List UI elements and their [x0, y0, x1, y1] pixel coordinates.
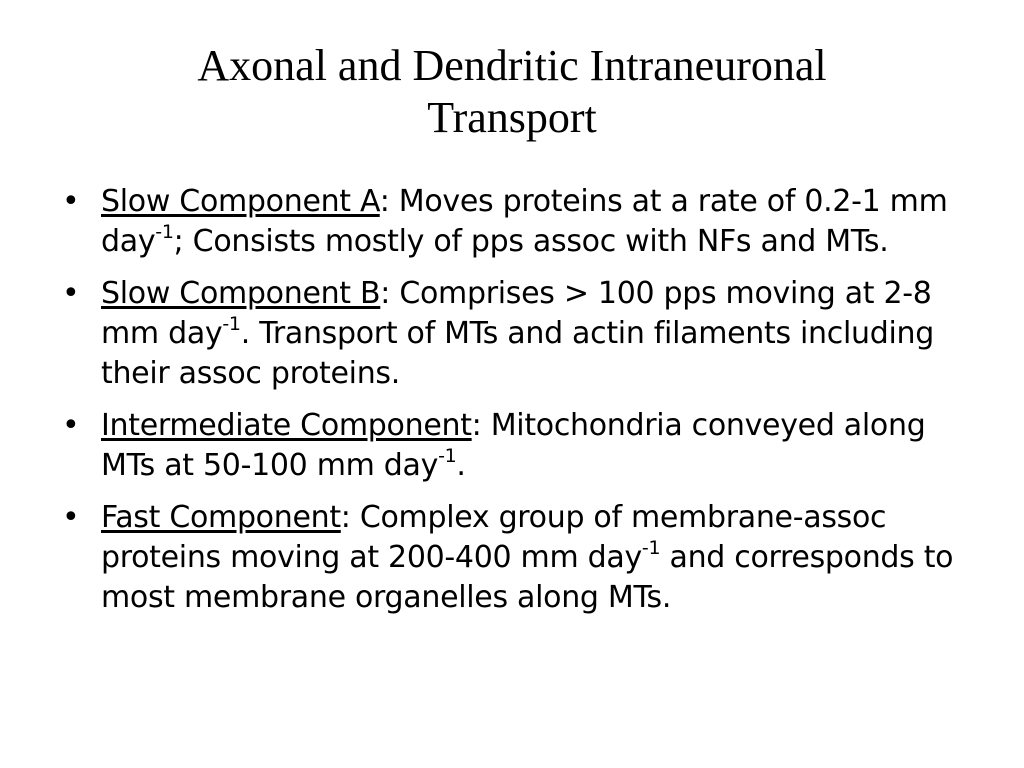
bullet-term: Fast Component	[101, 500, 341, 535]
bullet-text: : Comprises > 100 pps moving at 2-8 mm day	[101, 276, 932, 351]
bullet-text-end: and corresponds to most membrane organelles along MTs.	[101, 540, 954, 615]
bullet-item-slow-component-b	[56, 274, 971, 394]
bullet-item-fast-component	[56, 498, 971, 618]
bullet-text-end: .	[456, 448, 466, 483]
bullet-text: : Moves proteins at a rate of 0.2-1 mm day	[101, 184, 948, 259]
bullet-icon: •	[62, 184, 80, 219]
bullet-text-end: ; Consists mostly of pps assoc with NFs and MTs.	[173, 224, 889, 259]
bullet-text: : Mitochondria conveyed along MTs at 50-100 mm day	[101, 408, 926, 483]
bullet-text-end: . Transport of MTs and actin filaments including their assoc proteins.	[101, 316, 934, 391]
bullet-list	[56, 182, 971, 630]
bullet-superscript: -1	[641, 537, 661, 559]
slide-title-line-1: Axonal and Dendritic Intraneuronal	[197, 41, 827, 90]
bullet-icon: •	[62, 276, 80, 311]
bullet-item-slow-component-a	[56, 182, 971, 262]
bullet-term: Slow Component A	[101, 184, 380, 219]
bullet-superscript: -1	[222, 313, 241, 335]
slide-title-line-2: Transport	[427, 93, 597, 142]
bullet-item-intermediate-component	[56, 406, 971, 486]
bullet-icon: •	[62, 408, 80, 443]
bullet-icon: •	[62, 500, 80, 535]
bullet-text: : Complex group of membrane-assoc proteins moving at 200-400 mm day	[101, 500, 887, 575]
slide-title	[60, 40, 964, 144]
bullet-superscript: -1	[438, 445, 457, 467]
bullet-term: Slow Component B	[101, 276, 381, 311]
bullet-term: Intermediate Component	[101, 408, 472, 443]
bullet-superscript: -1	[155, 221, 174, 243]
